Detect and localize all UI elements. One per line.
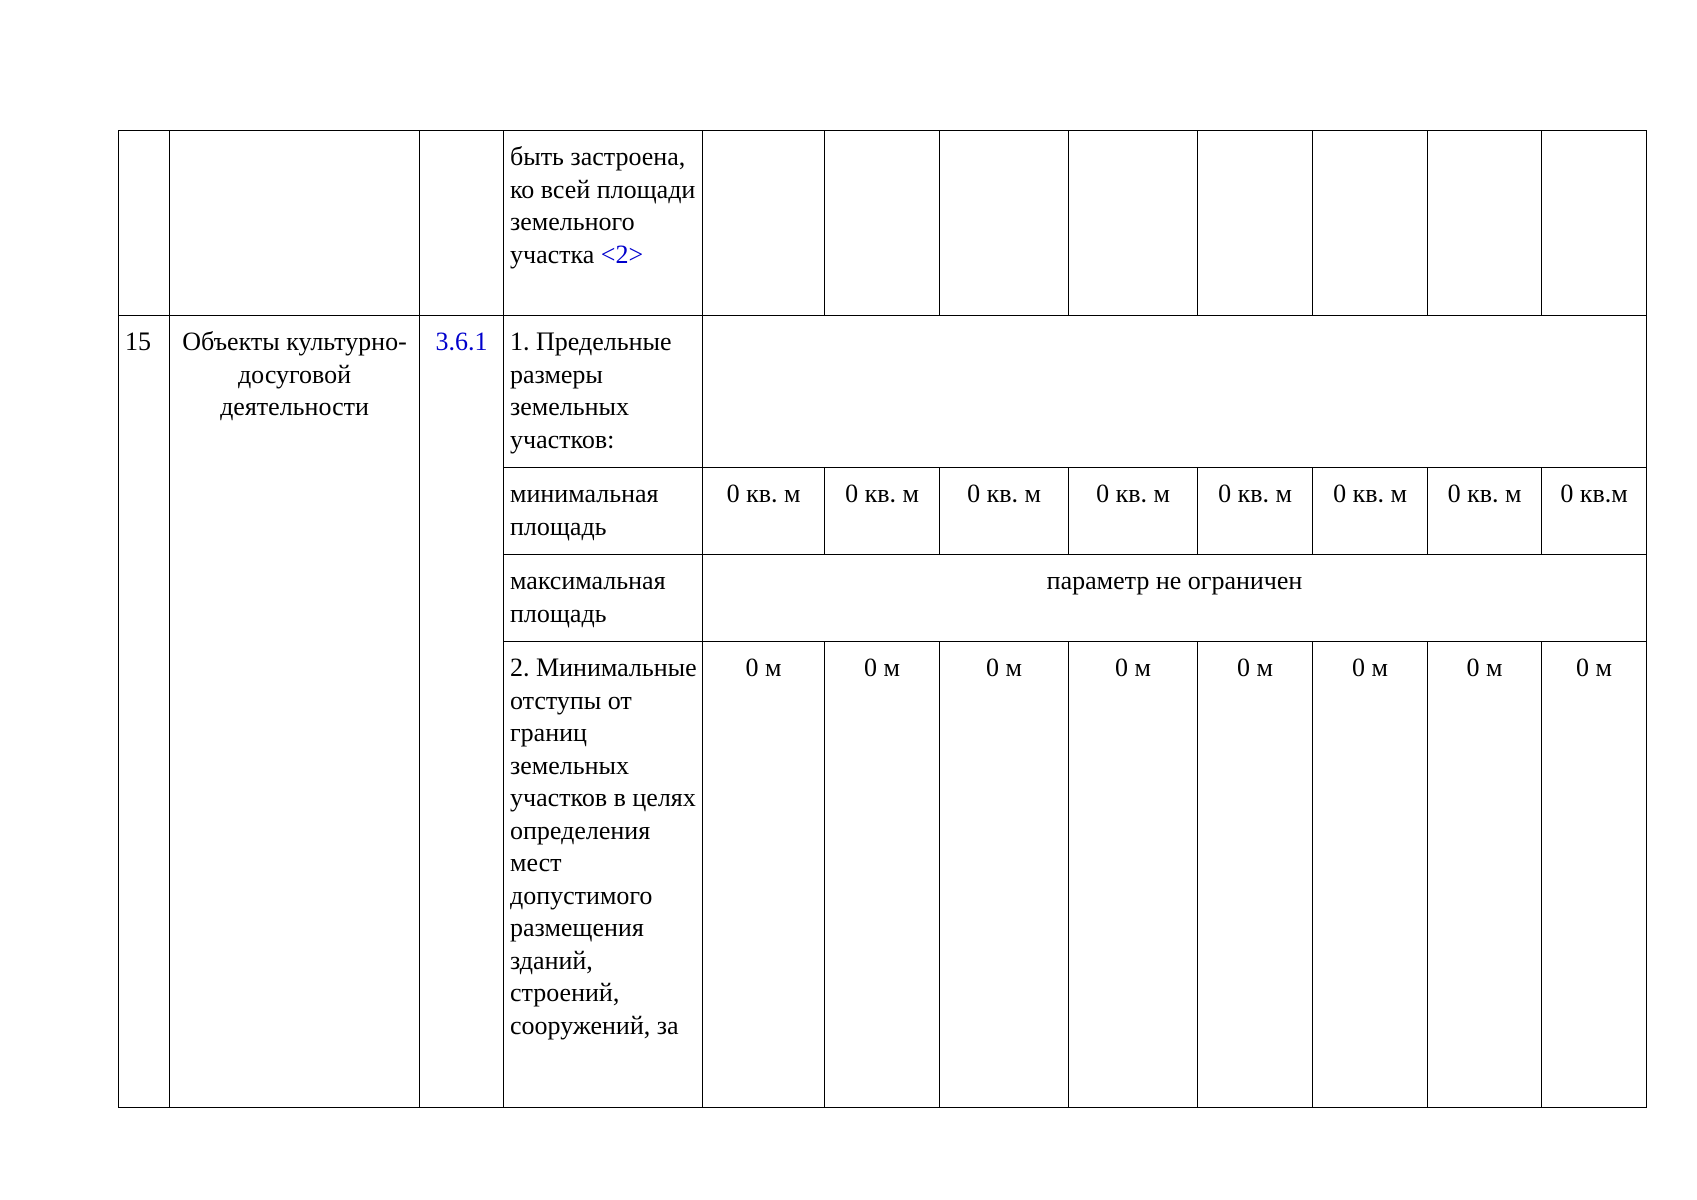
cell-empty [119,131,170,316]
cell-empty [1313,131,1428,316]
min-area-value: 0 кв. м [1428,468,1542,555]
min-area-value: 0 кв. м [940,468,1069,555]
section-title: 1. Предельные размеры земельных участков: [510,327,672,454]
setback-value: 0 м [1313,642,1428,1108]
continued-parameter-cell [504,131,703,316]
min-area-value: 0 кв.м [1542,468,1647,555]
min-area-value: 0 кв. м [1198,468,1313,555]
min-area-label: минимальная площадь [510,479,659,541]
cell-empty-merged [703,316,1647,468]
setback-value: 0 м [825,642,940,1108]
cell-empty [1428,131,1542,316]
setbacks-label-cell [504,642,703,1108]
cell-empty [703,131,825,316]
setback-value: 0 м [1069,642,1198,1108]
table-row-continued [119,131,1647,316]
continued-parameter-text: быть застроена, ко всей площади земельного участка [510,142,696,269]
max-area-value: параметр не ограничен [703,555,1647,642]
max-area-label: максимальная площадь [510,566,666,628]
cell-empty [825,131,940,316]
row-number: 15 [125,327,151,356]
min-area-label-cell [504,468,703,555]
min-area-value: 0 кв. м [1069,468,1198,555]
max-area-label-cell [504,555,703,642]
setback-value: 0 м [1542,642,1647,1108]
cell-empty [170,131,420,316]
code-cell [420,316,504,1108]
zoning-parameters-table [118,130,1647,1108]
min-area-value: 0 кв. м [1313,468,1428,555]
setback-value: 0 м [703,642,825,1108]
setback-value: 0 м [940,642,1069,1108]
cell-empty [940,131,1069,316]
classifier-code-link[interactable]: 3.6.1 [435,327,488,356]
table-row-15-header [119,316,1647,468]
object-name: Объекты культурно-досуговой деятельности [182,327,407,421]
setback-value: 0 м [1198,642,1313,1108]
cell-empty [1069,131,1198,316]
footnote-link[interactable]: <2> [600,239,644,269]
object-name-cell [170,316,420,1108]
cell-empty [1198,131,1313,316]
cell-empty [1542,131,1647,316]
cell-empty [420,131,504,316]
min-area-value: 0 кв. м [825,468,940,555]
row-number-cell [119,316,170,1108]
setbacks-label: 2. Минимальные отступы от границ земельных участков в целях определения мест допустимого размещения зданий, строений, сооружений, за [510,653,697,1040]
min-area-value: 0 кв. м [703,468,825,555]
setback-value: 0 м [1428,642,1542,1108]
section-title-cell [504,316,703,468]
